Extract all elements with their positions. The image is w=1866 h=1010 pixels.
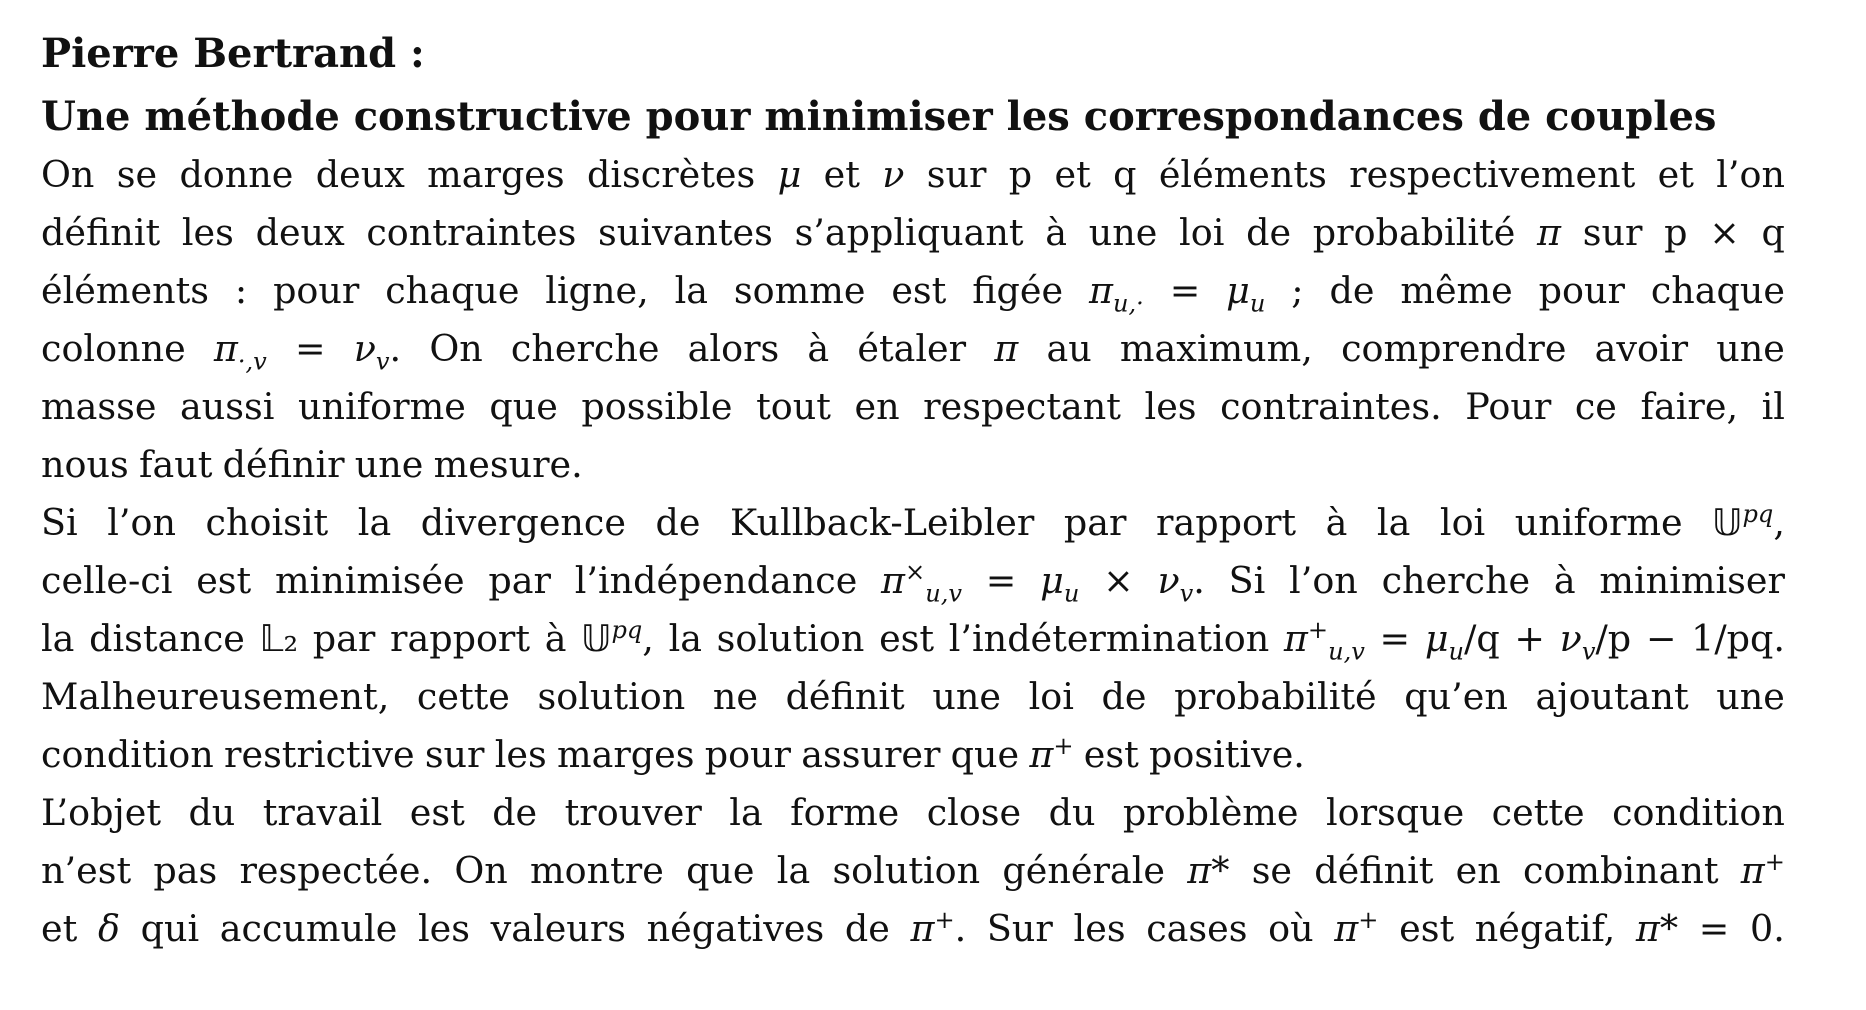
word: à	[1045, 211, 1068, 254]
word: même	[1400, 269, 1513, 312]
word: lorsque	[1325, 791, 1465, 834]
word: les	[1144, 385, 1197, 428]
word: tout	[756, 385, 831, 428]
word: π+	[1740, 847, 1785, 892]
word: pour	[273, 269, 360, 312]
word: minimisée	[274, 559, 465, 602]
text-line	[41, 262, 1785, 320]
word: nous	[41, 443, 129, 486]
word: négatives	[646, 907, 825, 950]
text-line	[41, 610, 1785, 668]
word: les	[417, 907, 470, 950]
word: à	[544, 617, 567, 660]
text-line	[41, 146, 1785, 204]
word: l’on	[1716, 153, 1785, 196]
word: qui	[140, 907, 200, 950]
word: π+	[1334, 905, 1379, 950]
word: contraintes	[366, 211, 577, 254]
word: rapport	[1156, 501, 1297, 544]
word: de	[492, 791, 538, 834]
word: On	[41, 153, 95, 196]
word: que	[489, 385, 558, 428]
word: une	[1716, 327, 1785, 370]
word: minimiser	[1599, 559, 1785, 602]
word: �₂	[259, 617, 299, 660]
word: respectant	[923, 385, 1121, 428]
word: solution	[537, 675, 686, 718]
word: mesure.	[433, 443, 583, 486]
word: en	[1455, 849, 1501, 892]
word: pour	[1538, 269, 1625, 312]
word: loi	[1439, 501, 1486, 544]
word: générale	[1002, 849, 1165, 892]
word: π	[1537, 211, 1562, 254]
word: celle-ci	[41, 559, 173, 602]
word: définit	[1314, 849, 1434, 892]
word: combinant	[1523, 849, 1719, 892]
word: la	[776, 849, 811, 892]
word: pas	[153, 849, 218, 892]
word: $\pi^+_{u,v}$	[1283, 615, 1365, 666]
word: ;	[1291, 269, 1304, 312]
word: δ	[97, 907, 120, 950]
word: condition	[41, 733, 214, 776]
word: l’on	[107, 501, 176, 544]
word: la	[668, 617, 702, 660]
word: négatif,	[1474, 907, 1616, 950]
word: assurer	[801, 733, 941, 776]
abstract-paragraph-3	[41, 784, 1785, 958]
word: que	[686, 849, 755, 892]
word: respectivement	[1349, 153, 1636, 196]
word: à	[1325, 501, 1348, 544]
word: +	[1514, 617, 1545, 660]
word: pour	[704, 733, 791, 776]
word: la	[41, 617, 75, 660]
word: chaque	[1650, 269, 1785, 312]
word: l’on	[1289, 559, 1358, 602]
word: Malheureusement,	[41, 675, 390, 718]
word: est	[879, 617, 935, 660]
word: loi	[1179, 211, 1225, 254]
word: cases	[1146, 907, 1248, 950]
word: loi	[1028, 675, 1074, 718]
word: par	[312, 617, 376, 660]
abstract-paragraph-2	[41, 494, 1785, 784]
word: problème	[1122, 791, 1299, 834]
word: les	[181, 211, 234, 254]
word: cherche	[1381, 559, 1531, 602]
word: $\pi_{u,\cdot}$	[1089, 269, 1144, 318]
word: faire,	[1640, 385, 1739, 428]
word: probabilité	[1174, 675, 1377, 718]
word: $\nu_v/p$	[1559, 617, 1632, 666]
word: valeurs	[490, 907, 626, 950]
word: $\mu_u$	[1226, 269, 1266, 318]
text-line	[41, 668, 1785, 726]
word: est	[1399, 907, 1455, 950]
word: maximum,	[1119, 327, 1313, 370]
word: la	[1376, 501, 1411, 544]
word: en	[854, 385, 900, 428]
word: $\mu_u$	[1040, 559, 1080, 608]
word: à	[1553, 559, 1576, 602]
word: $\nu_v$.	[1157, 559, 1205, 608]
text-line	[41, 900, 1785, 958]
word: probabilité	[1312, 211, 1516, 254]
word: par	[1063, 501, 1127, 544]
word: condition	[1612, 791, 1785, 834]
word: suivantes	[598, 211, 773, 254]
word: μ	[777, 153, 802, 196]
word: =	[294, 327, 326, 370]
word: il	[1761, 385, 1785, 428]
text-line	[41, 726, 1785, 784]
word: de	[1101, 675, 1147, 718]
word: :	[234, 269, 248, 312]
word: π+	[1029, 731, 1074, 776]
word: =	[985, 559, 1017, 602]
word: est	[196, 559, 252, 602]
word: contraintes.	[1220, 385, 1442, 428]
word: close	[926, 791, 1022, 834]
word: au	[1046, 327, 1092, 370]
word: Kullback-Leibler	[730, 501, 1035, 544]
word: ν	[882, 153, 905, 196]
word: marges	[556, 733, 695, 776]
word: −	[1645, 617, 1677, 660]
word: cette	[1491, 791, 1585, 834]
author-name: Pierre Bertrand :	[41, 30, 425, 77]
word: somme	[733, 269, 866, 312]
word: π	[994, 327, 1019, 370]
word: donne	[179, 153, 294, 196]
word: avoir	[1594, 327, 1689, 370]
text-line	[41, 320, 1785, 378]
word: la	[674, 269, 709, 312]
word: de	[844, 907, 890, 950]
word: aussi	[180, 385, 275, 428]
word: par	[488, 559, 551, 602]
word: distance	[89, 617, 245, 660]
word: q	[1113, 153, 1137, 196]
word: positive.	[1149, 733, 1305, 776]
word: une	[1088, 211, 1158, 254]
text-line	[41, 494, 1785, 552]
word: On	[454, 849, 508, 892]
word: p	[1664, 211, 1688, 254]
word: comprendre	[1341, 327, 1567, 370]
word: ×	[1103, 559, 1134, 602]
word: ×	[1709, 211, 1740, 254]
word: les	[494, 733, 547, 776]
word: L’objet	[41, 791, 162, 834]
word: q	[1761, 211, 1785, 254]
word: respectée.	[239, 849, 433, 892]
word: $\nu_v$.	[353, 327, 402, 376]
word: rapport	[390, 617, 531, 660]
text-line	[41, 784, 1785, 842]
word: π*	[1635, 907, 1679, 950]
word: deux	[255, 211, 345, 254]
word: trouver	[564, 791, 702, 834]
word: à	[807, 327, 830, 370]
word: n’est	[41, 849, 132, 892]
word: s’appliquant	[794, 211, 1024, 254]
word: les	[1073, 907, 1126, 950]
word: =	[1379, 617, 1411, 660]
word: cette	[416, 675, 510, 718]
word: définit	[785, 675, 905, 718]
word: 1/pq.	[1691, 617, 1785, 660]
word: est	[409, 791, 465, 834]
word: Pour	[1465, 385, 1552, 428]
word: uniforme	[297, 385, 466, 428]
word: divergence	[420, 501, 626, 544]
word: accumule	[219, 907, 398, 950]
word: définir	[222, 443, 345, 486]
word: la	[357, 501, 392, 544]
word: que	[950, 733, 1020, 776]
word: deux	[315, 153, 405, 196]
word: qu’en	[1404, 675, 1508, 718]
word: marges	[427, 153, 565, 196]
word: sur	[926, 153, 987, 196]
word: éléments	[1158, 153, 1327, 196]
word: de	[655, 501, 701, 544]
word: une	[354, 443, 424, 486]
text-line	[41, 204, 1785, 262]
word: cherche	[510, 327, 660, 370]
word: est	[1083, 733, 1139, 776]
word: et	[1054, 153, 1091, 196]
word: et	[1657, 153, 1694, 196]
word: π*	[1187, 849, 1230, 892]
text-line	[41, 842, 1785, 900]
word: 0.	[1750, 907, 1785, 950]
word: $\pi_{\cdot,v}$	[213, 327, 267, 376]
word: éléments	[41, 269, 209, 312]
word: =	[1169, 269, 1201, 312]
word: ce	[1574, 385, 1617, 428]
word: l’indétermination	[948, 617, 1270, 660]
word: une	[932, 675, 1001, 718]
word: étaler	[857, 327, 967, 370]
word: On	[429, 327, 483, 370]
word: sur	[424, 733, 485, 776]
text-line	[41, 436, 1785, 494]
word: ajoutant	[1535, 675, 1689, 718]
word: l’indépendance	[574, 559, 858, 602]
word: Si	[41, 501, 78, 544]
paper-title: Une méthode constructive pour minimiser les correspondances de couples	[41, 93, 1717, 140]
abstract-page	[41, 22, 1785, 958]
word: ligne,	[545, 269, 649, 312]
abstract-paragraph-1	[41, 146, 1785, 494]
word: une	[1716, 675, 1785, 718]
word: alors	[687, 327, 780, 370]
word: forme	[790, 791, 900, 834]
word: et	[41, 907, 78, 950]
word: choisit	[205, 501, 329, 544]
text-line	[41, 552, 1785, 610]
word: masse	[41, 385, 157, 428]
word: colonne	[41, 327, 186, 370]
word: se	[1251, 849, 1293, 892]
word: �$^{pq}$,	[581, 615, 654, 660]
word: $\mu_u/q$	[1424, 617, 1500, 666]
word: de	[1246, 211, 1292, 254]
word: restrictive	[224, 733, 415, 776]
word: ne	[712, 675, 758, 718]
word: faut	[138, 443, 213, 486]
word: du	[1048, 791, 1096, 834]
word: où	[1268, 907, 1314, 950]
word: possible	[581, 385, 733, 428]
word: et	[823, 153, 860, 196]
word: de	[1329, 269, 1375, 312]
word: discrètes	[586, 153, 756, 196]
word: se	[116, 153, 158, 196]
word: figée	[972, 269, 1064, 312]
word: la	[729, 791, 763, 834]
word: p	[1008, 153, 1033, 196]
word: solution	[716, 617, 865, 660]
word: �$^{pq}$,	[1712, 499, 1785, 544]
word: Si	[1228, 559, 1266, 602]
word: définit	[41, 211, 161, 254]
word: solution	[832, 849, 981, 892]
word: Sur	[986, 907, 1053, 950]
word: travail	[262, 791, 383, 834]
word: est	[891, 269, 947, 312]
word: chaque	[385, 269, 520, 312]
word: uniforme	[1514, 501, 1683, 544]
word: du	[188, 791, 236, 834]
word: $\pi^\times_{u,v}$	[881, 557, 962, 608]
word: =	[1698, 907, 1730, 950]
word: sur	[1582, 211, 1643, 254]
word: montre	[530, 849, 664, 892]
word: π+.	[910, 905, 967, 950]
text-line	[41, 378, 1785, 436]
